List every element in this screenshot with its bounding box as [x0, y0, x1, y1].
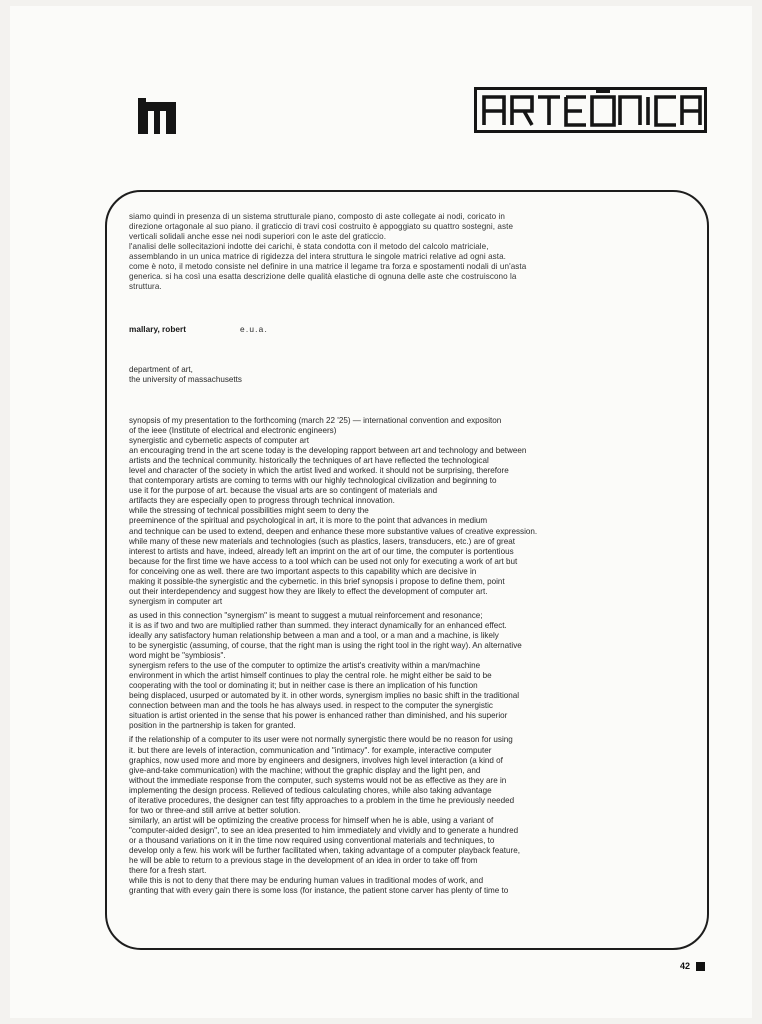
synopsis-text-line: it is as if two and two are multiplied rather than summed. they interact dynamically for an enhanced effect. — [129, 620, 507, 630]
author-name: mallary, robert — [129, 324, 187, 334]
synopsis-text-line: synergistic and cybernetic aspects of computer art — [129, 436, 309, 446]
synopsis-text-line: position in the partnership is taken for granted. — [129, 721, 296, 731]
italian-text-line: direzione ortagonale al suo piano. il graticcio di travi così costruito è appoggiato su quattro sostegni, aste — [129, 222, 514, 232]
synopsis-text-line: for two or three-and still arrive at better solution. — [129, 805, 301, 815]
italian-text-line: come è noto, il metodo consiste nel definire in una matrice il legame tra forza e spostamenti nodali di un'asta — [129, 262, 527, 272]
synopsis-text-line: an encouraging trend in the art scene today is the developing rapport between art and technology and between — [129, 446, 527, 456]
italian-text-line: struttura. — [129, 282, 162, 292]
synopsis-text-line: similarly, an artist will be optimizing the creative process for himself when he is able, using a variant of — [129, 815, 494, 825]
synopsis-text-line: he will be able to return to a previous stage in the development of an idea in order to take off from — [129, 856, 478, 866]
arteonica-logo-icon — [474, 87, 707, 133]
synopsis-text-line: cooperating with the tool or dominating it; but in neither case is there an implication of his function — [129, 681, 478, 691]
synopsis-text-line: situation is artist oriented in the sense that his power is enhanced rather than diminished, and his superior — [129, 711, 508, 721]
synopsis-text-line: environment in which the artist himself continues to play the central role. he might either be said to be — [129, 671, 492, 681]
synopsis-text-line: "computer-aided design", to see an idea presented to him immediately and vividly and to generate a hundred — [129, 825, 519, 835]
synopsis-text-line: artifacts they are especially open to progress through technical innovation. — [129, 496, 395, 506]
synopsis-text-line: for conceiving one as well. there are two important aspects to this capability which are decisive in — [129, 566, 477, 576]
synopsis-text-line: because for the first time we have access to a tool which can be used not only for executing a work of art but — [129, 556, 518, 566]
m-logo-icon — [138, 98, 176, 134]
synopsis-text-line: making it possible-the synergistic and the cybernetic. in this brief synopsis i propose to define them, point — [129, 576, 505, 586]
synopsis-text-line: synergism in computer art — [129, 596, 223, 606]
synopsis-text-line: as used in this connection "synergism" is meant to suggest a mutual reinforcement and resonance; — [129, 610, 483, 620]
synopsis-text-line: synergism refers to the use of the computer to optimize the artist's creativity within a man/machine — [129, 661, 481, 671]
synopsis-text-line: develop only a few. his work will be further facilitated when, taking advantage of a computer playback feature, — [129, 845, 520, 855]
synopsis-text-line: synopsis of my presentation to the forthcoming (march 22 '25) — international convention and expositon — [129, 416, 502, 425]
synopsis-text-line: of the ieee (Institute of electrical and electronic engineers) — [129, 426, 337, 436]
department-line: department of art, — [129, 365, 193, 374]
synopsis-text-line: without the immediate response from the computer, such systems would not be as effective as they are in — [129, 775, 507, 785]
department-line: the university of massachusetts — [129, 375, 242, 385]
italian-text-line: generica. si ha così una esatta descrizione delle qualità elastiche di ognuna delle aste che costruiscono la — [129, 272, 517, 282]
italian-text-line: siamo quindi in presenza di un sistema strutturale piano, composto di aste collegate ai nodi, coricato in — [129, 212, 505, 221]
synopsis-text-line: while the stressing of technical possibilities might seem to deny the — [129, 506, 369, 516]
italian-text-line: l'analisi delle sollecitazioni indotte dei carichi, è stata condotta con il metodo del calcolo matriciale, — [129, 242, 489, 252]
synopsis-text-line: preeminence of the spiritual and psychological in art, it is more to the point that advances in medium — [129, 516, 488, 526]
synopsis-text-line: ideally any satisfactory human relationship between a man and a tool, or a man and a machine, is likely — [129, 630, 499, 640]
synopsis-text — [129, 416, 677, 896]
synopsis-text-line: use it for the purpose of art. because the visual arts are so contingent of materials and — [129, 486, 438, 496]
synopsis-text-line: and technique can be used to extend, deepen and enhance these more substantive values of creative expression. — [129, 526, 538, 536]
synopsis-text-line: implementing the design process. Relieved of tedious calculating chores, while also taking advantage — [129, 785, 492, 795]
synopsis-text-line: there for a fresh start. — [129, 866, 207, 876]
italian-paragraph — [129, 212, 674, 292]
synopsis-text-line: graphics, now used more and more by engineers and designers, involves high level interaction (a kind of — [129, 755, 503, 765]
synopsis-text-line: being displaced, usurped or automated by it. in other words, synergism implies no basic shift in the traditional — [129, 691, 520, 701]
synopsis-text-line: that contemporary artists are coming to terms with our highly technological civilization and beginning to — [129, 476, 497, 486]
author-line — [129, 324, 268, 334]
synopsis-text-line: to be synergistic (assuming, of course, that the right man is using the right tool in the right way). An alternative — [129, 641, 522, 651]
synopsis-text-line: granting that with every gain there is some loss (for instance, the patient stone carver has plenty of time to — [129, 886, 509, 896]
synopsis-text-line: artists and the technical community. historically the techniques of art have reflected the technological — [129, 456, 489, 466]
italian-text-line: assemblando in un unica matrice di rigidezza del intera struttura le singole matrici relative ad ogni asta. — [129, 252, 507, 262]
synopsis-text-line: while this is not to deny that there may be enduring human values in traditional modes of work, and — [129, 876, 484, 886]
synopsis-text-line: while many of these new materials and technologies (such as plastics, lasers, transducers, etc.) are of great — [129, 536, 515, 546]
synopsis-text-line: of iterative procedures, the designer can test fifty approaches to a problem in the time he previously needed — [129, 795, 515, 805]
department-block — [129, 365, 242, 386]
page-number — [680, 961, 705, 971]
synopsis-text-line: or a thousand variations on it in the time now required using conventional materials and techniques, to — [129, 835, 495, 845]
synopsis-text-line: it. but there are levels of interaction, communication and "intimacy". for example, interactive computer — [129, 745, 492, 755]
synopsis-text-line: word might be "symbiosis". — [129, 651, 226, 661]
italian-text-line: verticali solidali anche esse nei nodi superiori con le aste del graticcio. — [129, 232, 387, 242]
synopsis-text-line: out their interdependency and suggest how they are likely to effect the development of computer art. — [129, 586, 488, 596]
page-marker-square — [696, 962, 705, 971]
synopsis-text-line: level and character of the society in which the artist lived and worked. it should not be surprising, therefore — [129, 466, 509, 476]
synopsis-text-line: if the relationship of a computer to its user were not normally synergistic there would be no reason for using — [129, 735, 513, 745]
synopsis-text-line: connection between man and the tools he has always used. in respect to the computer the synergistic — [129, 701, 493, 711]
synopsis-text-line: give-and-take communication) with the machine; without the graphic display and the light pen, and — [129, 765, 481, 775]
synopsis-text-line: interest to artists and have, indeed, already left an imprint on the art of our time, the computer is portentious — [129, 546, 514, 556]
page-number-text: 42 — [680, 961, 691, 971]
author-country: e.u.a. — [240, 324, 268, 334]
